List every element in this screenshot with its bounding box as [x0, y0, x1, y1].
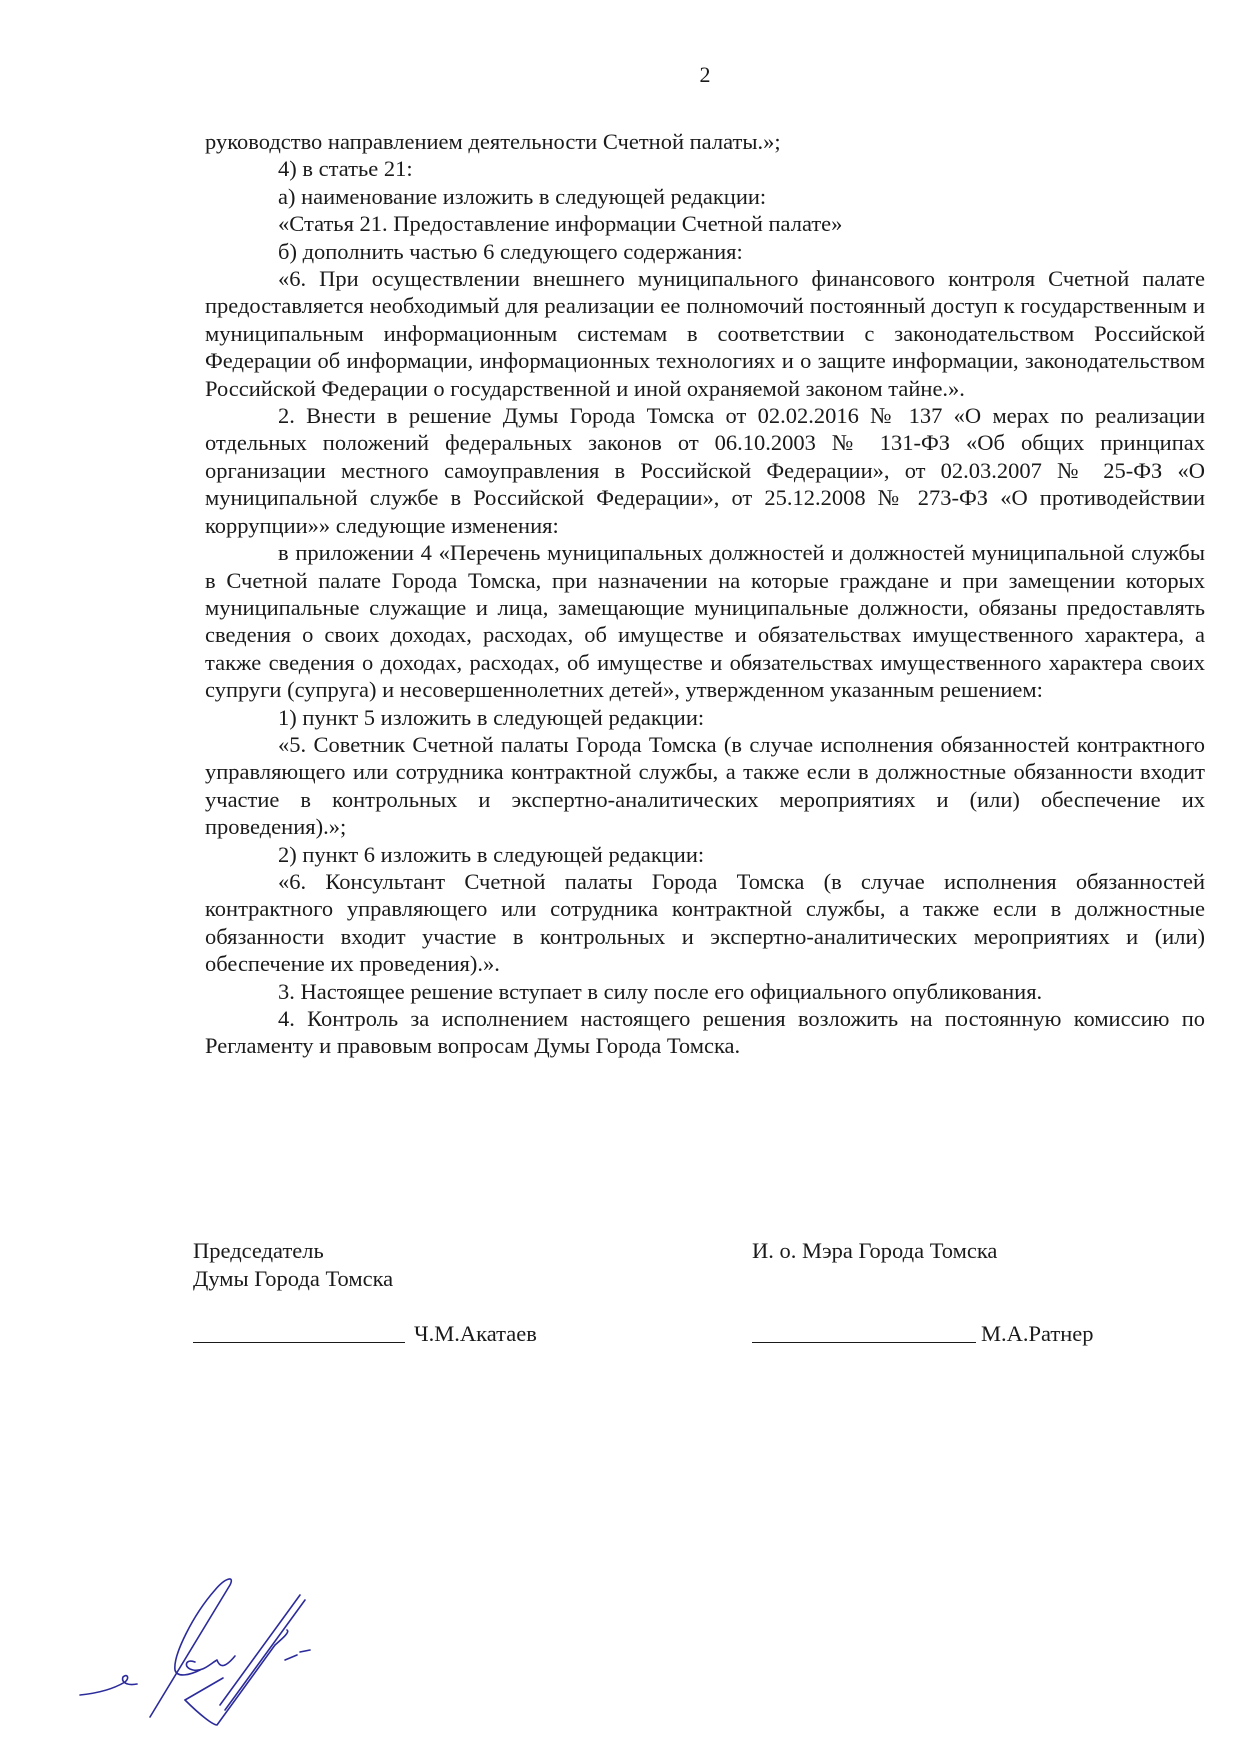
signatory-title: И. о. Мэра Города Томска	[752, 1238, 998, 1263]
paragraph: в приложении 4 «Перечень муниципальных должностей и должностей муниципальной службы в Счетной палате Города Томска, при назначении на которые граждане и при замещении которых муниципальные служащие и лица, замещающие муниципальные должности, обязаны предоставлять сведения о своих доходах, расходах, об имуществе и обязательствах имущественного характера, а также сведения о доходах, расходах, об имуществе и обязательствах имущественного характера своих супруги (супруга) и несовершеннолетних детей», утвержденном указанным решением:	[205, 540, 1205, 703]
paragraph: 4) в статье 21:	[278, 156, 413, 182]
signature-line	[752, 1342, 976, 1343]
paragraph: руководство направлением деятельности Счетной палаты.»;	[205, 129, 781, 154]
signature-line	[193, 1342, 405, 1343]
signature-block-chairman	[193, 1237, 393, 1293]
signatory-title: Думы Города Томска	[193, 1266, 394, 1291]
paragraph: 4. Контроль за исполнением настоящего решения возложить на постоянную комиссию по Регламенту и правовым вопросам Думы Города Томска.	[205, 1006, 1205, 1059]
paragraph: а) наименование изложить в следующей редакции:	[278, 183, 767, 209]
paragraph: 1) пункт 5 изложить в следующей редакции:	[278, 704, 705, 730]
paragraph: «6. При осуществлении внешнего муниципального финансового контроля Счетной палате предоставляется необходимый для реализации ее полномочий постоянный доступ к государственным и муниципальным информационным системам в соответствии с законодательством Российской Федерации об информации, информационных технологиях и о защите информации, законодательством Российской Федерации о государственной и иной охраняемой законом тайне.».	[205, 266, 1205, 401]
paragraph: б) дополнить частью 6 следующего содержания:	[278, 238, 743, 264]
paragraph: «5. Советник Счетной палаты Города Томска (в случае исполнения обязанностей контрактного управляющего или сотрудника контрактной службы, а также если в должностные обязанности входит участие в контрольных и экспертно-аналитических мероприятиях и (или) обеспечение их проведения).»;	[205, 731, 1205, 840]
page-number: 2	[699, 62, 711, 87]
signatory-name: Ч.М.Акатаев	[414, 1321, 537, 1346]
signatory-title: Председатель	[193, 1238, 324, 1263]
signatory-name: М.А.Ратнер	[981, 1321, 1094, 1346]
document-body	[205, 128, 1205, 1060]
signature-block-mayor	[752, 1237, 997, 1265]
paragraph: 3. Настоящее решение вступает в силу после его официального опубликования.	[278, 978, 1043, 1004]
paragraph: «Статья 21. Предоставление информации Счетной палате»	[278, 211, 843, 237]
handwritten-signature-icon	[75, 1560, 335, 1740]
paragraph: 2. Внести в решение Думы Города Томска от 02.02.2016 № 137 «О мерах по реализации отдельных положений федеральных законов от 06.10.2003 № 131-ФЗ «Об общих принципах организации местного самоуправления в Российской Федерации», от 02.03.2007 № 25-ФЗ «О муниципальной службе в Российской Федерации», от 25.12.2008 № 273-ФЗ «О противодействии коррупции»» следующие изменения:	[205, 403, 1205, 538]
paragraph: 2) пункт 6 изложить в следующей редакции:	[278, 841, 705, 867]
paragraph: «6. Консультант Счетной палаты Города Томска (в случае исполнения обязанностей контрактного управляющего или сотрудника контрактной службы, а также если в должностные обязанности входит участие в контрольных и экспертно-аналитических мероприятиях и (или) обеспечение их проведения).».	[205, 868, 1205, 977]
